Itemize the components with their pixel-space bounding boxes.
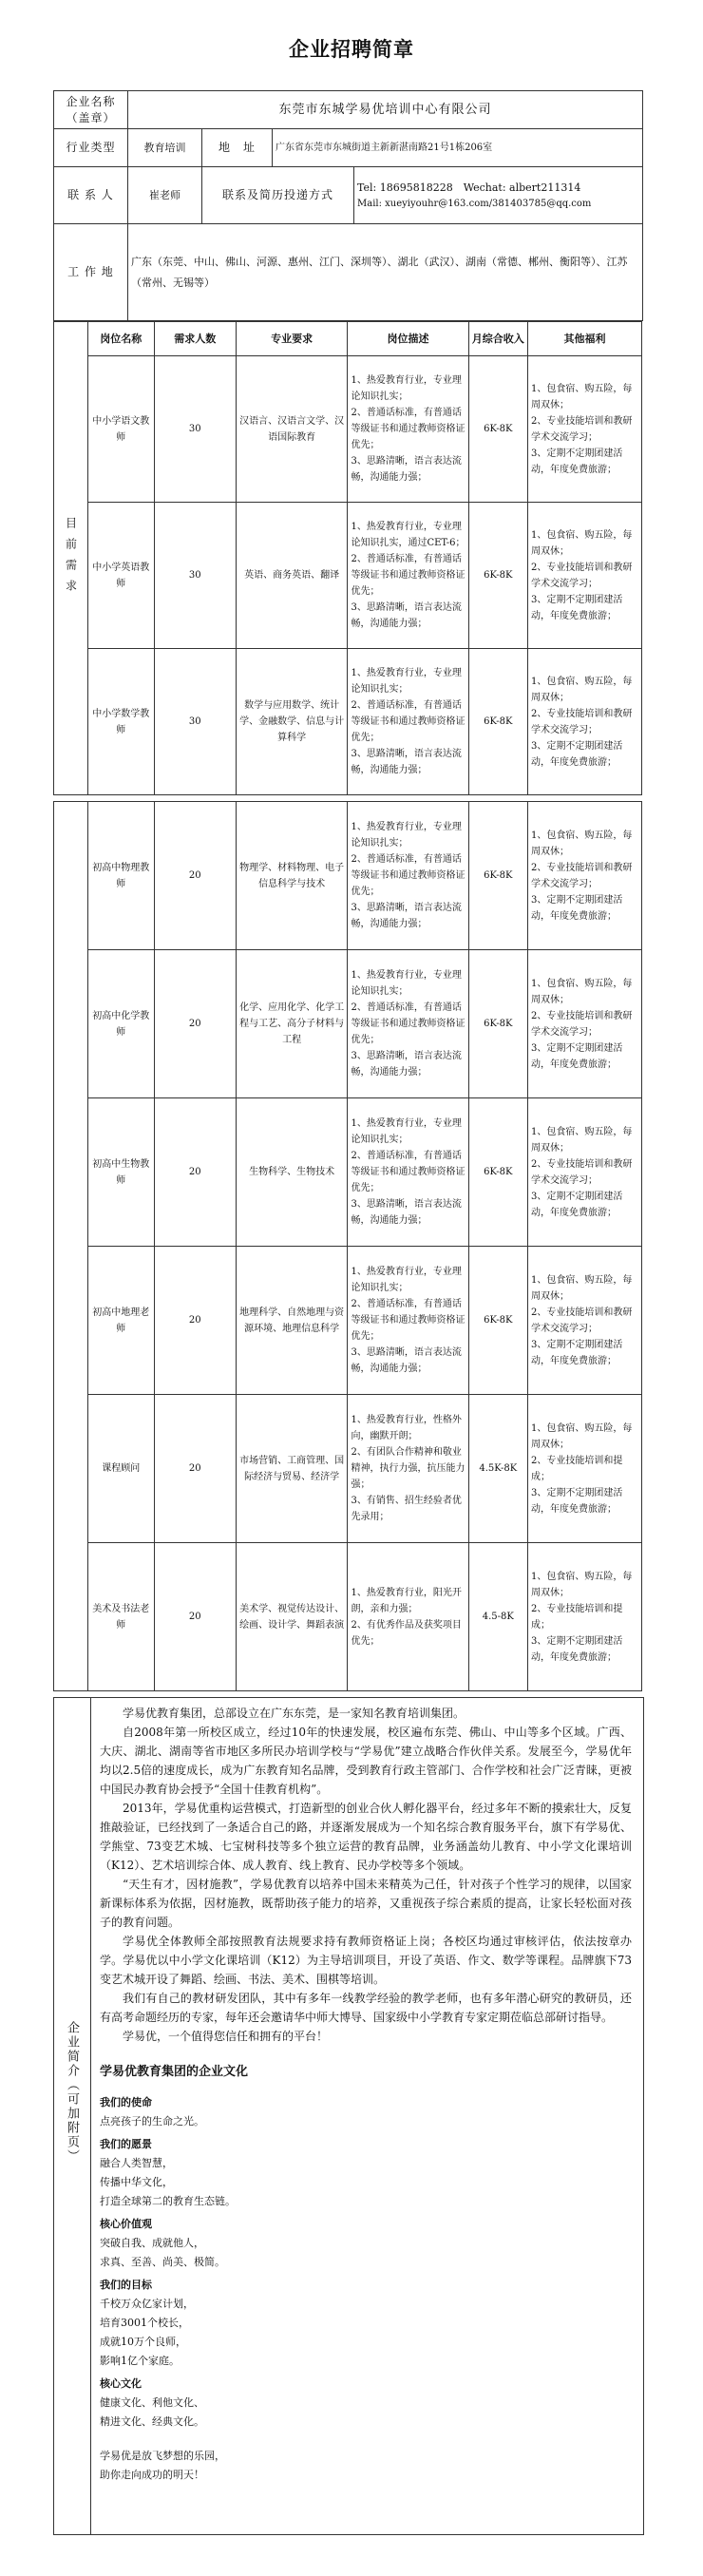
job-row	[54, 356, 642, 503]
culture-line: 影响1亿个家庭。	[100, 2355, 180, 2367]
resume-label: 联系及简历投递方式	[202, 167, 354, 224]
job-major: 地理科学、自然地理与资源环境、地理信息科学	[236, 1247, 348, 1395]
job-major: 英语、商务英语、翻译	[236, 503, 348, 649]
job-name: 课程顾问	[87, 1395, 154, 1543]
company-name-label: 企业名称（盖章）	[54, 91, 128, 129]
culture-line: 突破自我、成就他人，	[100, 2237, 204, 2249]
workplace-value: 广东（东莞、中山、佛山、河源、惠州、江门、深圳等）、湖北（武汉）、湖南（常德、郴州、衡阳等）、江苏（常州、无锡等）	[128, 224, 643, 321]
job-benefit: 1、包食宿、购五险，每周双休； 2、专业技能培训和提成； 3、定期不定期团建活动，年度免费旅游；	[527, 1395, 641, 1543]
job-row	[54, 1098, 642, 1247]
job-desc: 1、热爱教育行业，专业理论知识扎实； 2、普通话标准，有普通话等级证书和通过教师资格证优先； 3、思路清晰，语言表达流畅，沟通能力强；	[348, 356, 468, 503]
job-benefit: 1、包食宿、购五险，每周双休； 2、专业技能培训和教研学术交流学习； 3、定期不定期团建活动，年度免费旅游；	[527, 950, 641, 1098]
job-benefit: 1、包食宿、购五险，每周双休； 2、专业技能培训和教研学术交流学习； 3、定期不定期团建活动，年度免费旅游；	[527, 1247, 641, 1395]
culture-line: 千校万众亿家计划，	[100, 2298, 194, 2310]
job-major: 数学与应用数学、统计学、金融数学、信息与计算科学	[236, 649, 348, 795]
col-header-major: 专业要求	[236, 322, 348, 356]
job-name: 美术及书法老师	[87, 1543, 154, 1691]
job-benefit: 1、包食宿、购五险，每周双休； 2、专业技能培训和教研学术交流学习； 3、定期不定期团建活动，年度免费旅游；	[527, 356, 641, 503]
side-label-text: 目前需求	[64, 516, 78, 601]
job-salary: 6K-8K	[468, 1098, 527, 1247]
job-salary: 6K-8K	[468, 503, 527, 649]
culture-line: 培育3001个校长，	[100, 2317, 189, 2329]
job-num: 20	[154, 1543, 236, 1691]
culture-heading: 我们的愿景	[100, 2138, 152, 2150]
col-header-num: 需求人数	[154, 322, 236, 356]
job-desc: 1、热爱教育行业，专业理论知识扎实； 2、普通话标准，有普通话等级证书和通过教师资格证优先； 3、思路清晰，语言表达流畅，沟通能力强；	[348, 802, 468, 950]
job-desc: 1、热爱教育行业，专业理论知识扎实，通过CET-6； 2、普通话标准，有普通话等级证书和通过教师资格证优先； 3、思路清晰，语言表达流畅，沟通能力强；	[348, 503, 468, 649]
intro-side-label: 企业简介（可加附页）	[65, 2021, 79, 2164]
address-value: 广东省东莞市东城街道主新新湛南路21号1栋206室	[273, 129, 643, 167]
job-benefit: 1、包食宿、购五险，每周双休； 2、专业技能培训和教研学术交流学习； 3、定期不定期团建活动，年度免费旅游；	[527, 1098, 641, 1247]
intro-side	[54, 1698, 91, 2534]
company-info-table	[53, 90, 643, 321]
culture-list	[100, 2093, 632, 2485]
company-intro	[53, 1697, 644, 2535]
culture-line: 传播中华文化，	[100, 2176, 173, 2188]
job-major: 市场营销、工商管理、国际经济与贸易、经济学	[236, 1395, 348, 1543]
job-num: 30	[154, 356, 236, 503]
job-row	[54, 1247, 642, 1395]
current-demand-label	[54, 322, 88, 795]
culture-title: 学易优教育集团的企业文化	[100, 2065, 249, 2079]
company-name-value: 东莞市东城学易优培训中心有限公司	[128, 91, 643, 129]
intro-paragraph: 2013年，学易优重构运营模式，打造新型的创业合伙人孵化器平台，经过多年不断的摸索壮大，反复推敲验证，已经找到了一条适合自己的路，并逐渐发展成为一个知名综合教育服务平台，旗下有学易优、学熊堂、73变艺术城、七宝树科技等多个独立运营的教育品牌，业务涵盖幼儿教育、中小学文化课培训（K12）、艺术培训综合体、成人教育、线上教育、民办学校等多个领域。	[100, 1802, 632, 1872]
intro-body	[100, 1704, 632, 2485]
job-benefit: 1、包食宿、购五险，每周双休； 2、专业技能培训和教研学术交流学习； 3、定期不定期团建活动，年度免费旅游；	[527, 649, 641, 795]
job-name: 中小学语文教师	[87, 356, 154, 503]
job-num: 30	[154, 649, 236, 795]
job-name: 初高中物理教师	[87, 802, 154, 950]
culture-line: 健康文化、利他文化、	[100, 2396, 204, 2409]
job-row	[54, 649, 642, 795]
culture-line: 打造全球第二的教育生态链。	[100, 2195, 236, 2207]
intro-paragraph: 自2008年第一所校区成立，经过10年的快速发展，校区遍布东莞、佛山、中山等多个区域。广西、大庆、湖北、湖南等省市地区多所民办培训学校与“学易优”建立战略合作伙伴关系。发展至今，学易优年均以2.5倍的速度成长，成为广东教育知名品牌，受到教育行政主管部门、合作学校和社会广泛青睐，更被中国民办教育协会授予“全国十佳教育机构”。	[100, 1726, 632, 1796]
workplace-label: 工 作 地	[54, 224, 128, 321]
job-desc: 1、热爱教育行业，阳光开朗，亲和力强； 2、有优秀作品及获奖项目优先；	[348, 1543, 468, 1691]
jobs-table-bottom	[53, 801, 642, 1691]
industry-label: 行业类型	[54, 129, 128, 167]
job-benefit: 1、包食宿、购五险，每周双休； 2、专业技能培训和教研学术交流学习； 3、定期不定期团建活动，年度免费旅游；	[527, 802, 641, 950]
intro-paragraph: “天生有才，因材施教”，学易优教育以培养中国未来精英为己任，针对孩子个性学习的规律，以国家新课标体系为依据，因材施教，既帮助孩子能力的培养，又重视孩子综合素质的提高，让家长轻松面对孩子的教育问题。	[100, 1878, 632, 1929]
job-num: 30	[154, 503, 236, 649]
job-major: 物理学、材料物理、电子信息科学与技术	[236, 802, 348, 950]
job-desc: 1、热爱教育行业，专业理论知识扎实； 2、普通话标准，有普通话等级证书和通过教师资格证优先； 3、思路清晰，语言表达流畅，沟通能力强；	[348, 950, 468, 1098]
culture-heading: 核心文化	[100, 2377, 142, 2390]
side-blank	[54, 802, 88, 1691]
job-row	[54, 950, 642, 1098]
col-header-desc: 岗位描述	[348, 322, 468, 356]
contact-value: 崔老师	[128, 167, 202, 224]
intro-paragraph: 学易优教育集团，总部设立在广东东莞，是一家知名教育培训集团。	[123, 1707, 466, 1720]
job-row	[54, 503, 642, 649]
job-num: 20	[154, 1395, 236, 1543]
culture-line: 融合人类智慧，	[100, 2157, 173, 2169]
job-name: 中小学数学教师	[87, 649, 154, 795]
job-salary: 6K-8K	[468, 802, 527, 950]
phone-wechat: Tel: 18695818228 Wechat: albert211314	[357, 181, 581, 194]
contact-label: 联 系 人	[54, 167, 128, 224]
culture-line: 求真、至善、尚美、极简。	[100, 2256, 225, 2268]
col-header-salary: 月综合收入	[468, 322, 527, 356]
job-salary: 6K-8K	[468, 356, 527, 503]
culture-line: 点亮孩子的生命之光。	[100, 2115, 204, 2128]
address-label: 地 址	[202, 129, 273, 167]
culture-heading: 我们的使命	[100, 2096, 152, 2109]
job-num: 20	[154, 950, 236, 1098]
col-header-name: 岗位名称	[87, 322, 154, 356]
contact-methods	[354, 167, 643, 224]
intro-paragraph: 我们有自己的教材研发团队，其中有多年一线教学经验的教学老师，也有多年潜心研究的教研员，还有高考命题经历的专家，每年还会邀请华中师大博导、国家级中小学教育专家定期莅临总部研讨指导。	[100, 1992, 632, 2024]
job-major: 化学、应用化学、化学工程与工艺、高分子材料与工程	[236, 950, 348, 1098]
job-row	[54, 802, 642, 950]
job-name: 初高中地理老师	[87, 1247, 154, 1395]
page-title: 企业招聘简章	[289, 38, 414, 61]
industry-value: 教育培训	[128, 129, 202, 167]
col-header-benefit: 其他福利	[527, 322, 641, 356]
mail: Mail: xueyiyouhr@163.com/381403785@qq.com	[357, 198, 592, 209]
intro-paragraph: 学易优全体教师全部按照教育法规要求持有教师资格证上岗；各校区均通过审核评估，依法按章办学。学易优以中小学文化课培训（K12）为主导培训项目，开设了英语、作文、数学等课程。品牌旗下73变艺术城开设了舞蹈、绘画、书法、美术、围棋等培训。	[100, 1935, 632, 1986]
job-name: 中小学英语教师	[87, 503, 154, 649]
culture-heading: 核心价值观	[100, 2218, 152, 2230]
job-salary: 6K-8K	[468, 649, 527, 795]
job-row	[54, 1395, 642, 1543]
job-salary: 6K-8K	[468, 950, 527, 1098]
culture-heading: 我们的目标	[100, 2279, 152, 2291]
job-desc: 1、热爱教育行业，专业理论知识扎实； 2、普通话标准，有普通话等级证书和通过教师资格证优先； 3、思路清晰，语言表达流畅，沟通能力强；	[348, 649, 468, 795]
job-salary: 4.5K-8K	[468, 1395, 527, 1543]
job-num: 20	[154, 1247, 236, 1395]
job-desc: 1、热爱教育行业，性格外向，幽默开朗； 2、有团队合作精神和敬业精神，执行力强，抗压能力强； 3、有销售、招生经验者优先录用；	[348, 1395, 468, 1543]
job-major: 美术学、视觉传达设计、绘画、设计学、舞蹈表演	[236, 1543, 348, 1691]
job-benefit: 1、包食宿、购五险，每周双休； 2、专业技能培训和提成； 3、定期不定期团建活动，年度免费旅游；	[527, 1543, 641, 1691]
job-num: 20	[154, 1098, 236, 1247]
job-name: 初高中化学教师	[87, 950, 154, 1098]
closing-line: 学易优是放飞梦想的乐园，	[100, 2450, 225, 2462]
job-desc: 1、热爱教育行业，专业理论知识扎实； 2、普通话标准，有普通话等级证书和通过教师资格证优先； 3、思路清晰，语言表达流畅，沟通能力强；	[348, 1247, 468, 1395]
closing-line: 助你走向成功的明天！	[100, 2469, 204, 2481]
culture-line: 成就10万个良师，	[100, 2336, 186, 2348]
culture-line: 精进文化、经典文化。	[100, 2415, 204, 2428]
jobs-table-top	[53, 321, 642, 795]
job-salary: 4.5-8K	[468, 1543, 527, 1691]
job-benefit: 1、包食宿、购五险，每周双休； 2、专业技能培训和教研学术交流学习； 3、定期不定期团建活动，年度免费旅游；	[527, 503, 641, 649]
job-num: 20	[154, 802, 236, 950]
job-desc: 1、热爱教育行业，专业理论知识扎实； 2、普通话标准，有普通话等级证书和通过教师资格证优先； 3、思路清晰，语言表达流畅，沟通能力强；	[348, 1098, 468, 1247]
job-row	[54, 1543, 642, 1691]
intro-paragraph: 学易优，一个值得您信任和拥有的平台！	[123, 2030, 329, 2043]
job-major: 汉语言、汉语言文学、汉语国际教育	[236, 356, 348, 503]
job-salary: 6K-8K	[468, 1247, 527, 1395]
job-major: 生物科学、生物技术	[236, 1098, 348, 1247]
job-name: 初高中生物教师	[87, 1098, 154, 1247]
